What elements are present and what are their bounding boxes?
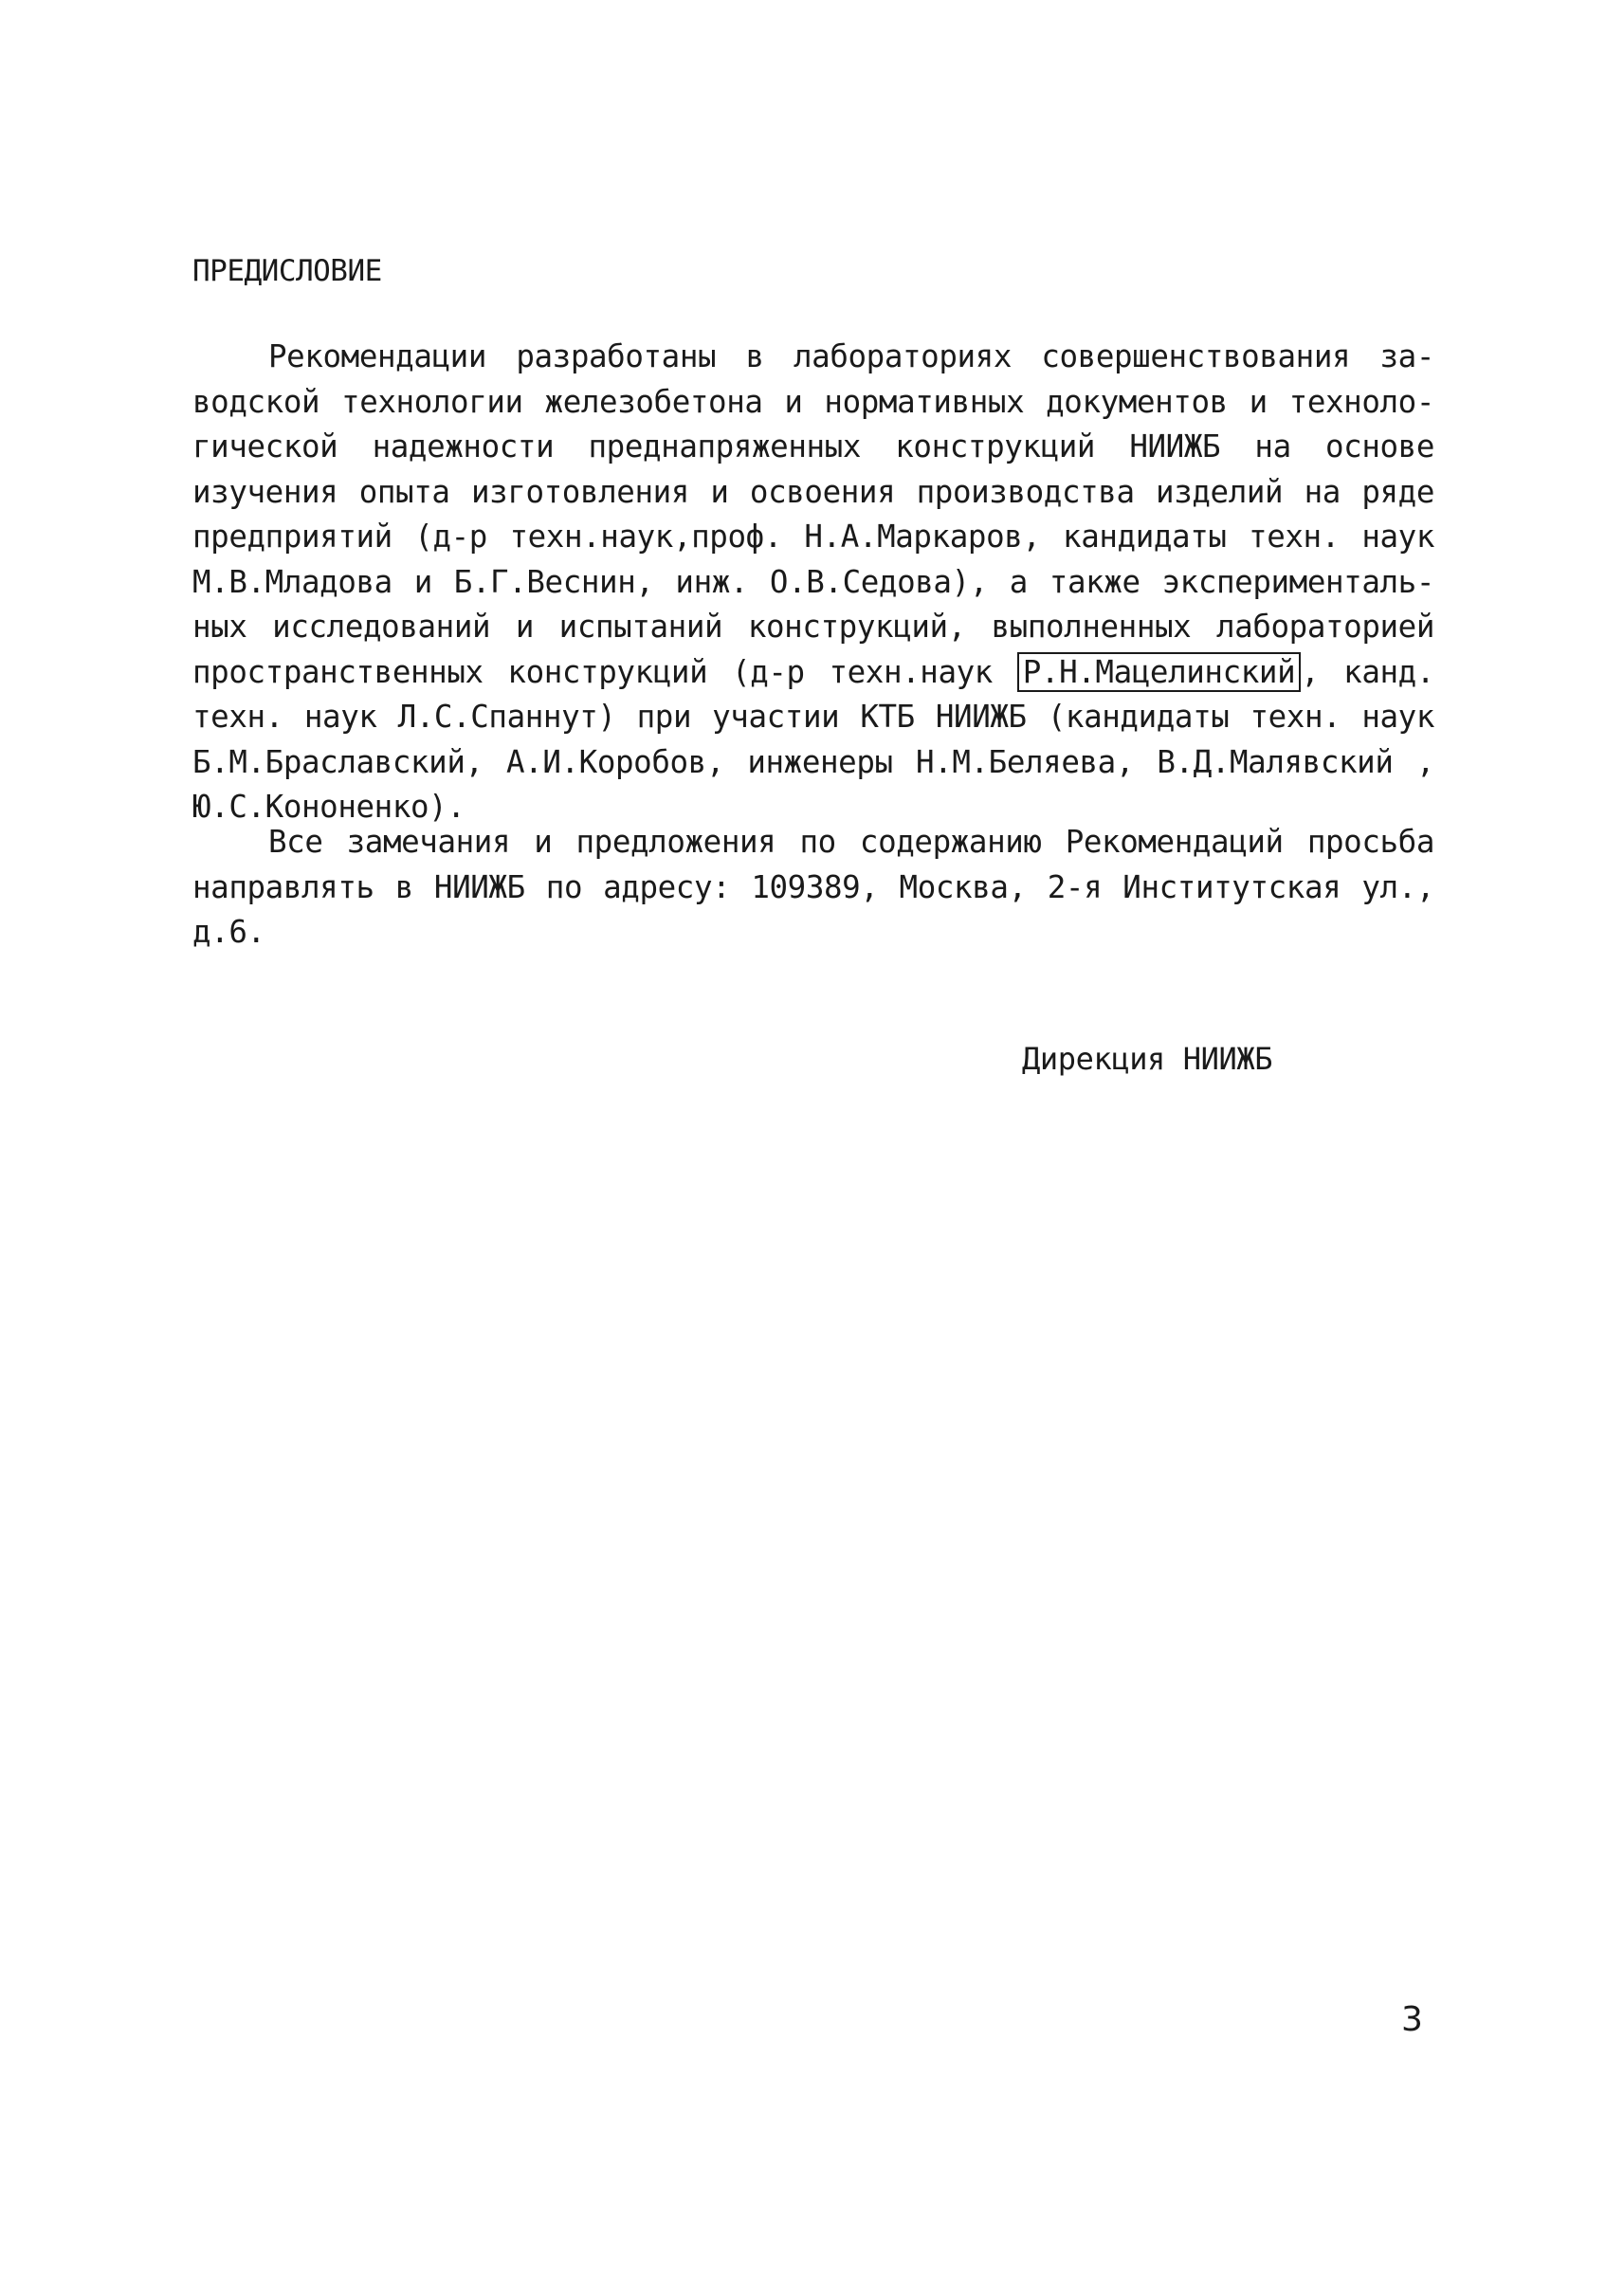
text-line	[192, 650, 1434, 696]
page-heading: ПРЕДИСЛОВИЕ	[192, 254, 382, 288]
page-number: 3	[1401, 2000, 1423, 2039]
text-line: гической надежности преднапряженных конструкций НИИЖБ на основе	[192, 428, 1434, 464]
text-line: водской технологии железобетона и нормативных документов и техноло-	[192, 383, 1434, 420]
text-segment: пространственных конструкций (д-р техн.наук	[192, 653, 1017, 690]
text-line: техн. наук Л.С.Спаннут) при участии КТБ НИИЖБ (кандидаты техн. наук	[192, 699, 1434, 735]
paragraph-authors	[192, 335, 1434, 830]
text-line: направлять в НИИЖБ по адресу: 109389, Москва, 2-я Институтская ул.,	[192, 868, 1434, 905]
text-line: Ю.С.Кононенко).	[192, 789, 465, 825]
paragraph-contact	[192, 820, 1434, 956]
text-line: ных исследований и испытаний конструкций, выполненных лабораторией	[192, 609, 1434, 645]
text-line: предприятий (д-р техн.наук,проф. Н.А.Маркаров, кандидаты техн. наук	[192, 519, 1434, 555]
signature: Дирекция НИИЖБ	[1022, 1041, 1273, 1077]
text-line: изучения опыта изготовления и освоения производства изделий на ряде	[192, 473, 1434, 510]
text-line: д.6.	[192, 914, 265, 950]
boxed-name: Р.Н.Мацелинский	[1017, 652, 1302, 692]
text-line: Рекомендации разработаны в лабораториях совершенствования за-	[268, 338, 1434, 374]
text-line: М.В.Младова и Б.Г.Веснин, инж. О.В.Седова), а также эксперименталь-	[192, 563, 1434, 600]
text-segment: , канд.	[1301, 653, 1434, 690]
text-line: Все замечания и предложения по содержанию Рекомендаций просьба	[268, 824, 1434, 860]
text-line: Б.М.Браславский, А.И.Коробов, инженеры Н.М.Беляева, В.Д.Малявский ,	[192, 743, 1434, 780]
